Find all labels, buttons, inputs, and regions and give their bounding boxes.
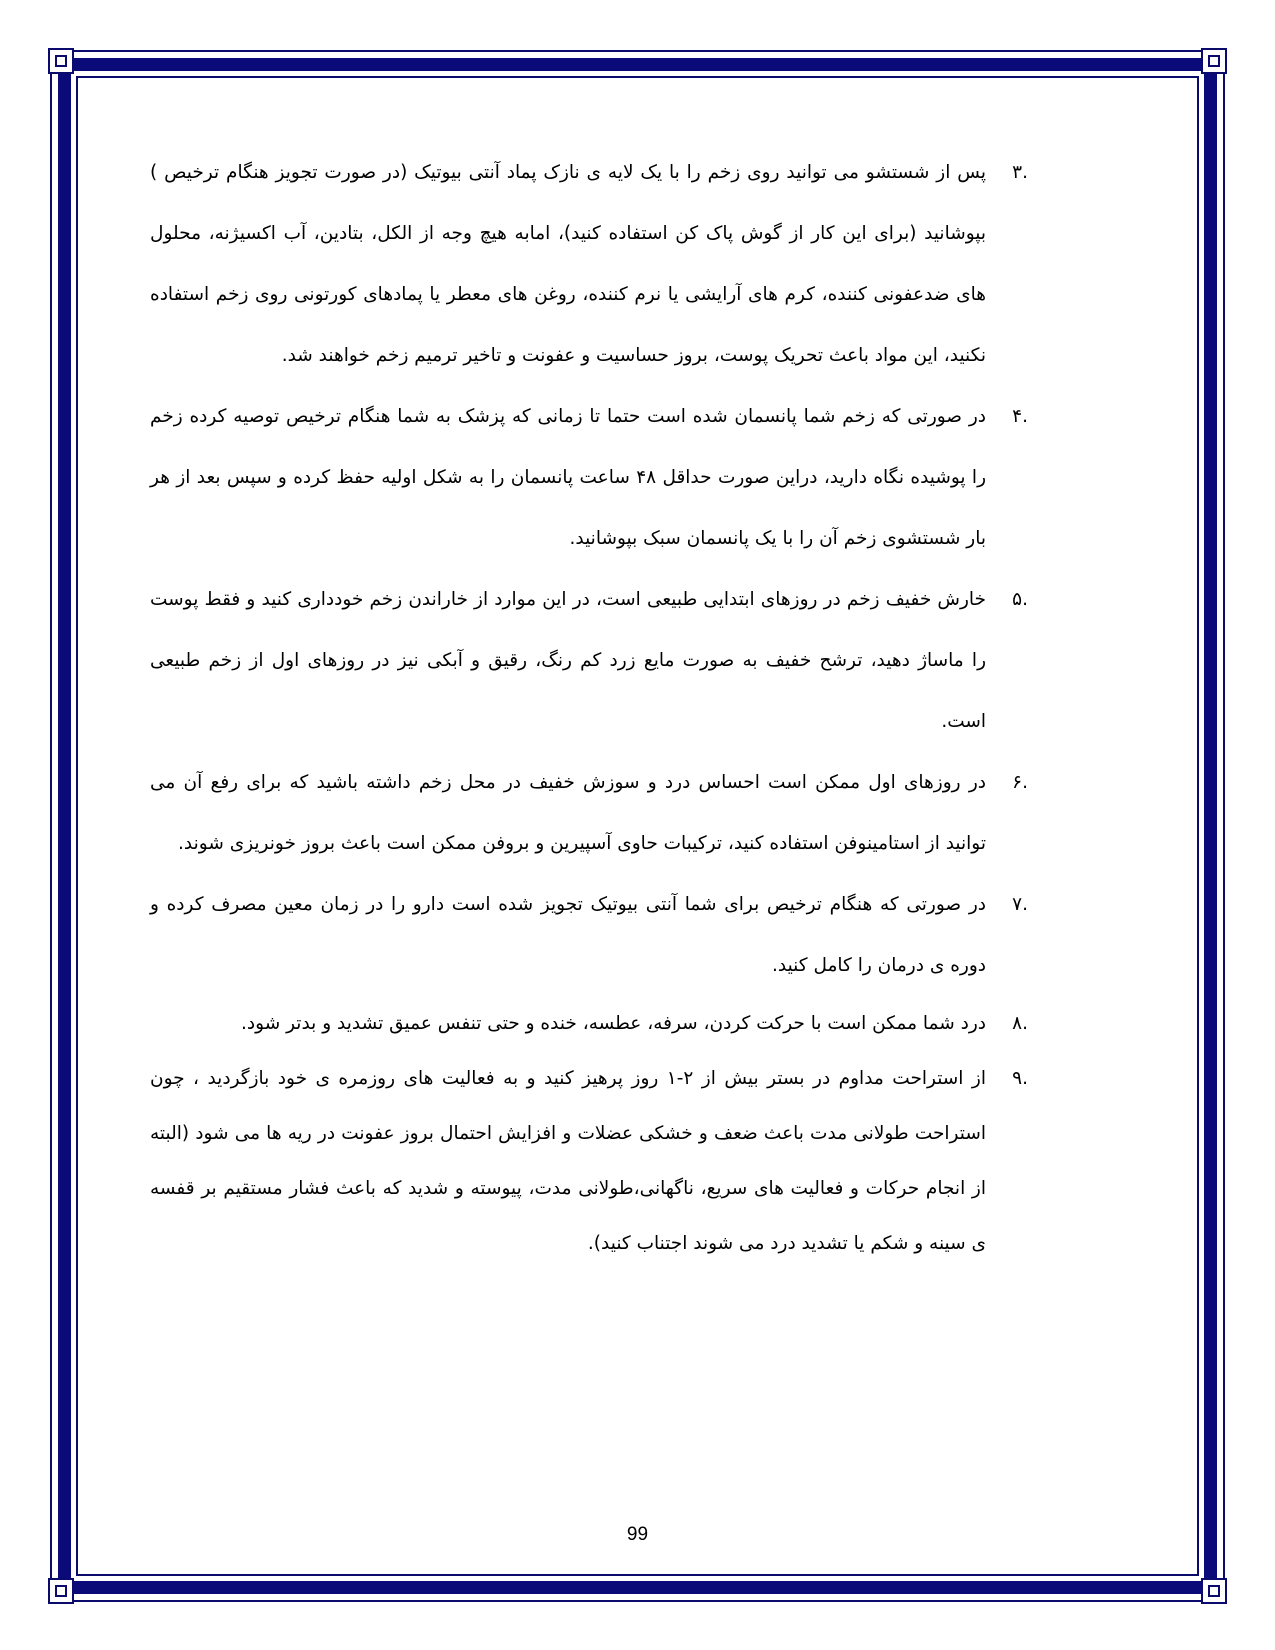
list-item-text: در صورتی که هنگام ترخیص برای شما آنتی بیوتیک تجویز شده است دارو را در زمان معین مصرف کرده و دوره ی درمان را کامل کنید. xyxy=(150,894,986,976)
border-corner-bottom-right xyxy=(1201,1578,1227,1604)
list-item xyxy=(150,996,1028,1051)
list-item-text: پس از شستشو می توانید روی زخم را با یک لایه ی نازک پماد آنتی بیوتیک (در صورت تجویز هنگام ترخیص ) بپوشانید (برای این کار از گوش پاک کن استفاده کنید)، امابه هیچ وجه از الکل، بتادین، آب اکسیژنه، محلول های ضدعفونی کننده، کرم های آرایشی یا نرم کننده، روغن های معطر یا پمادهای کورتونی روی زخم استفاده نکنید، این مواد باعث تحریک پوست، بروز حساسیت و عفونت و تاخیر ترمیم زخم خواهند شد. xyxy=(150,162,986,366)
page-number: 99 xyxy=(626,1524,649,1545)
list-item xyxy=(150,142,1028,386)
list-item-text: درد شما ممکن است با حرکت کردن، سرفه، عطسه، خنده و حتی تنفس عمیق تشدید و بدتر شود. xyxy=(241,1013,986,1034)
border-corner-top-left xyxy=(48,48,74,74)
list-item xyxy=(150,874,1028,996)
document-body xyxy=(150,142,1028,1271)
list-item-text: خارش خفیف زخم در روزهای ابتدایی طبیعی است، در این موارد از خاراندن زخم خودداری کنید و فقط پوست را ماساژ دهید، ترشح خفیف به صورت مایع زرد کم رنگ، رقیق و آبکی نیز در روزهای اول از زخم طبیعی است. xyxy=(150,589,986,732)
list-item-number: .۵ xyxy=(1012,589,1028,610)
list-item-text: در صورتی که زخم شما پانسمان شده است حتما تا زمانی که پزشک به شما هنگام ترخیص توصیه کرده زخم را پوشیده نگاه دارید، دراین صورت حداقل ۴۸ ساعت پانسمان را به شکل اولیه حفظ کرده و سپس بعد از هر بار شستشوی زخم آن را با یک پانسمان سبک بپوشانید. xyxy=(150,406,987,549)
list-item-number: .۷ xyxy=(1012,894,1028,915)
border-corner-bottom-left xyxy=(48,1578,74,1604)
list-item-number: .۶ xyxy=(1012,772,1028,793)
list-item-text: از استراحت مداوم در بستر بیش از ۲-۱ روز پرهیز کنید و به فعالیت های روزمره ی خود بازگردید ، چون استراحت طولانی مدت باعث ضعف و خشکی عضلات و افزایش احتمال بروز عفونت در ریه ها می شود (البته از انجام حرکات و فعالیت های سریع، ناگهانی،طولانی مدت، پیوسته و شدید که باعث فشار مستقیم بر قفسه ی سینه و شکم یا تشدید درد می شوند اجتناب کنید). xyxy=(150,1068,986,1254)
list-item xyxy=(150,386,1028,569)
list-item-number: .۸ xyxy=(1012,1013,1028,1034)
list-item-number: .۳ xyxy=(1012,162,1028,183)
border-corner-top-right xyxy=(1201,48,1227,74)
list-item-number: .۴ xyxy=(1012,406,1028,427)
list-item-text: در روزهای اول ممکن است احساس درد و سوزش خفیف در محل زخم داشته باشید که برای رفع آن می توانید از استامینوفن استفاده کنید، ترکیبات حاوی آسپیرین و بروفن ممکن است باعث بروز خونریزی شوند. xyxy=(150,772,986,854)
list-item xyxy=(150,752,1028,874)
list-item-number: .۹ xyxy=(1012,1068,1028,1089)
list-item xyxy=(150,569,1028,752)
list-item xyxy=(150,1051,1028,1271)
